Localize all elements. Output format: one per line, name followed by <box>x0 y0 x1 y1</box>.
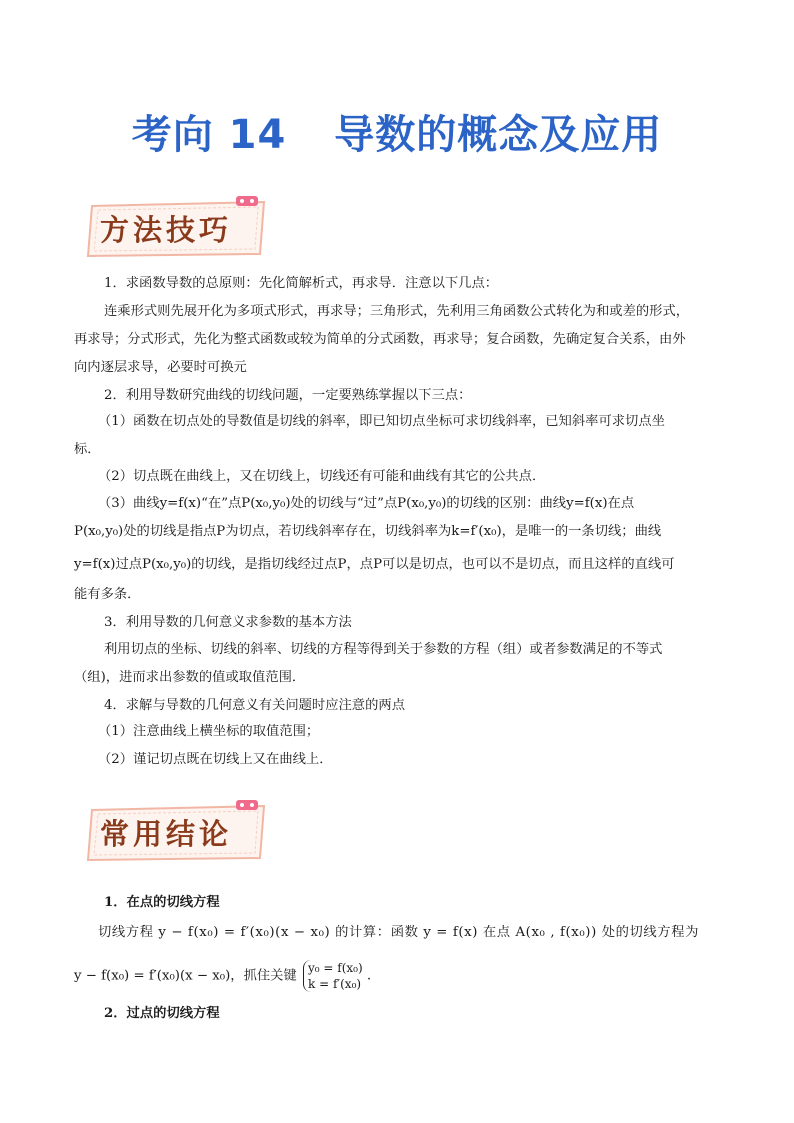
system-row: y₀ = f(x₀) <box>308 961 363 975</box>
equation-text: y − f(x₀) = f′(x₀)(x − x₀)，抓住关键 <box>74 968 297 984</box>
text-line: 再求导；分式形式，先化为整式函数或较为简单的分式函数，再求导；复合函数，先确定复合关系，由外 <box>74 332 686 347</box>
equation-system <box>303 960 363 992</box>
item-title: 2．过点的切线方程 <box>104 1006 220 1021</box>
section-heading-text: 常用结论 <box>100 817 233 851</box>
system-row: k = f′(x₀) <box>308 977 362 991</box>
text-line: 切线方程 y − f(x₀) = f′(x₀)(x − x₀) 的计算：函数 y = f(x) 在点 A(x₀ , f(x₀)) 处的切线方程为 <box>98 925 699 940</box>
title-number: 考向 14 <box>131 112 287 158</box>
text-line: （3）曲线y=f(x)“在”点P(x₀,y₀)处的切线与“过”点P(x₀,y₀)的切线的区别：曲线y=f(x)在点 <box>98 496 635 511</box>
page-title <box>0 103 794 160</box>
text-line: （1）注意曲线上横坐标的取值范围； <box>98 724 320 739</box>
text-line: 连乘形式则先展开化为多项式形式，再求导；三角形式，先利用三角函数公式转化为和或差的形式， <box>104 304 690 319</box>
section-heading-methods <box>84 196 280 258</box>
title-topic: 导数的概念及应用 <box>334 112 663 158</box>
text-line: 4．求解与导数的几何意义有关问题时应注意的两点 <box>104 698 405 713</box>
text-line: （2）谨记切点既在切线上又在曲线上． <box>98 752 333 767</box>
text-line: P(x₀,y₀)处的切线是指点P为切点，若切线斜率存在，切线斜率为k=f′(x₀)，是唯一的一条切线；曲线 <box>74 524 662 539</box>
text-line <box>74 960 371 992</box>
text-line: 标． <box>74 442 101 457</box>
text-line: 利用切点的坐标、切线的斜率、切线的方程等得到关于参数的方程（组）或者参数满足的不等式 <box>104 642 663 657</box>
text-line: 向内逐层求导，必要时可换元 <box>74 360 247 375</box>
text-line: 能有多条． <box>74 587 141 602</box>
text-line: （1）函数在切点处的导数值是切线的斜率，即已知切点坐标可求切线斜率，已知斜率可求切点坐 <box>98 414 665 429</box>
text-line: y=f(x)过点P(x₀,y₀)的切线，是指切线经过点P，点P可以是切点，也可以不是切点，而且这样的直线可 <box>74 557 675 572</box>
text-line: 1．求函数导数的总原则：先化简解析式，再求导．注意以下几点： <box>104 276 499 291</box>
section-heading-text: 方法技巧 <box>100 213 233 247</box>
section-heading-conclusions <box>84 800 280 862</box>
item-title: 1．在点的切线方程 <box>104 895 220 910</box>
text-line: 3．利用导数的几何意义求参数的基本方法 <box>104 615 352 630</box>
text-line: 2．利用导数研究曲线的切线问题，一定要熟练掌握以下三点： <box>104 388 472 403</box>
text-line: （组)，进而求出参数的值或取值范围． <box>74 670 306 685</box>
text-line: （2）切点既在曲线上，又在切线上，切线还有可能和曲线有其它的公共点． <box>98 469 546 484</box>
period: . <box>366 968 372 984</box>
